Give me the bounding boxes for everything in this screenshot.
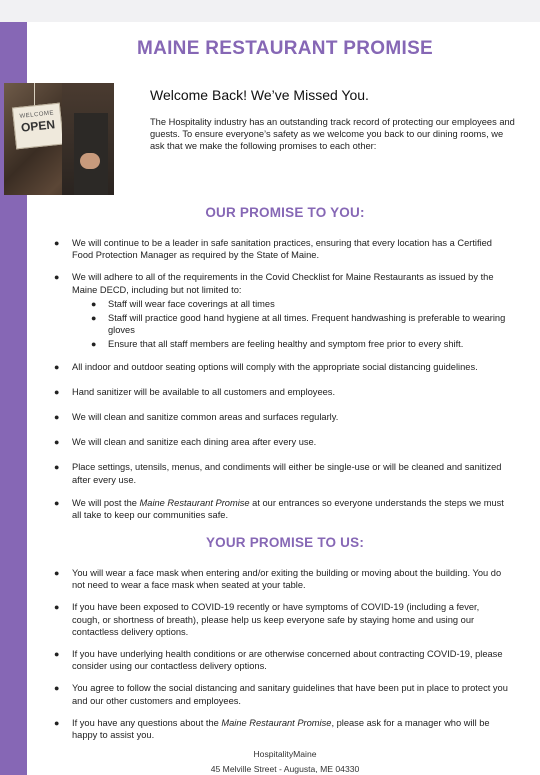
- our-promise-heading: OUR PROMISE TO YOU:: [205, 205, 365, 220]
- sign-string: [34, 83, 35, 107]
- hand: [80, 153, 100, 169]
- bullet-icon: ●: [54, 412, 60, 423]
- bullet-icon: ●: [91, 313, 97, 324]
- list-item: ● If you have been exposed to COVID-19 recently or have symptoms of COVID-19 (including a fever, cough, or shortness of breath), please help us keep everyone safe by staying home and using our contactless delivery options.: [54, 602, 480, 637]
- list-item: ● We will clean and sanitize common areas and surfaces regularly.: [54, 412, 339, 423]
- list-item: ● Hand sanitizer will be available to all customers and employees.: [54, 386, 336, 397]
- bullet-icon: ●: [54, 497, 60, 508]
- list-item: ● You will wear a face mask when entering and/or exiting the building or moving about the building. You do not need to wear a face mask when seated at your table.: [54, 568, 502, 591]
- sub-list-item: ● Staff will practice good hand hygiene at all times. Frequent handwashing is preferable to wearing gloves: [91, 313, 506, 336]
- footer-address: 45 Melville Street - Augusta, ME 04330: [210, 764, 360, 774]
- open-sign: [12, 103, 64, 150]
- list-item: ● If you have any questions about the Maine Restaurant Promise, please ask for a manager who will be happy to assist you.: [54, 717, 490, 741]
- bullet-icon: ●: [54, 568, 60, 578]
- document-title: MAINE RESTAURANT PROMISE: [136, 38, 434, 59]
- bullet-icon: ●: [54, 649, 60, 660]
- bullet-icon: ●: [91, 339, 97, 350]
- bullet-icon: ●: [54, 717, 60, 728]
- list-item: ● You agree to follow the social distancing and sanitary guidelines that have been put in place to protect you and our other customers and employees.: [54, 683, 508, 706]
- footer-org: HospitalityMaine: [253, 749, 317, 759]
- list-item: ● We will clean and sanitize each dining area after every use.: [54, 437, 317, 448]
- bullet-icon: ●: [54, 683, 60, 694]
- bullet-icon: ●: [54, 437, 60, 448]
- bullet-icon: ●: [54, 602, 60, 613]
- your-promise-heading: YOUR PROMISE TO US:: [205, 535, 365, 550]
- our-promise-list: [0, 237, 540, 521]
- sub-list-item: ● Staff will wear face coverings at all times: [91, 298, 275, 309]
- welcome-heading: Welcome Back! We’ve Missed You.: [150, 87, 369, 103]
- promise-name-emphasis: Maine Restaurant Promise: [221, 717, 332, 728]
- list-item: ● We will continue to be a leader in safe sanitation practices, ensuring that every location has a Certified Food Protection Manager as required by the State of Maine.: [54, 238, 492, 261]
- list-item: ● Place settings, utensils, menus, and condiments will either be single-use or will be cleaned and sanitized after every use.: [54, 462, 502, 485]
- top-bar: [0, 0, 540, 22]
- bullet-icon: ●: [54, 462, 60, 473]
- bullet-icon: ●: [54, 238, 60, 248]
- intro-paragraph: The Hospitality industry has an outstanding track record of protecting our employees and guests. To ensure everyone’s safety as we welcome you back to our dining rooms, we ask that we make the following promises to each other:: [150, 117, 515, 152]
- sub-list-item: ● Ensure that all staff members are feeling healthy and symptom free prior to every shift.: [91, 339, 464, 350]
- your-promise-list: [0, 567, 540, 741]
- list-item: ● All indoor and outdoor seating options will comply with the appropriate social distancing guidelines.: [54, 361, 478, 372]
- sign-small-text: WELCOME: [19, 110, 55, 120]
- list-item: ● If you have underlying health conditions or are otherwise concerned about contracting COVID-19, please consider using our contactless delivery options.: [54, 649, 503, 672]
- welcome-open-sign-photo: [4, 83, 114, 195]
- list-item: ● We will post the Maine Restaurant Promise at our entrances so everyone understands the steps we must all take to keep our communities safe.: [54, 497, 504, 521]
- bullet-icon: ●: [91, 298, 97, 309]
- list-item: ● We will adhere to all of the requirements in the Covid Checklist for Maine Restaurants as issued by the Maine DECD, including but not limited to: ● Staff will wear face coverings at all times ● Staff will practice good hand hygiene at all times. Frequent handwashing is preferable to wearing gloves ● Ensure that all staff members are feeling healthy and symptom free prior to every shift.: [0, 271, 540, 350]
- bullet-icon: ●: [54, 272, 60, 283]
- promise-name-emphasis: Maine Restaurant Promise: [139, 497, 250, 508]
- bullet-icon: ●: [54, 361, 60, 372]
- sign-big-text: OPEN: [20, 117, 56, 135]
- decd-requirements-sublist: [72, 298, 508, 351]
- bullet-icon: ●: [54, 386, 60, 397]
